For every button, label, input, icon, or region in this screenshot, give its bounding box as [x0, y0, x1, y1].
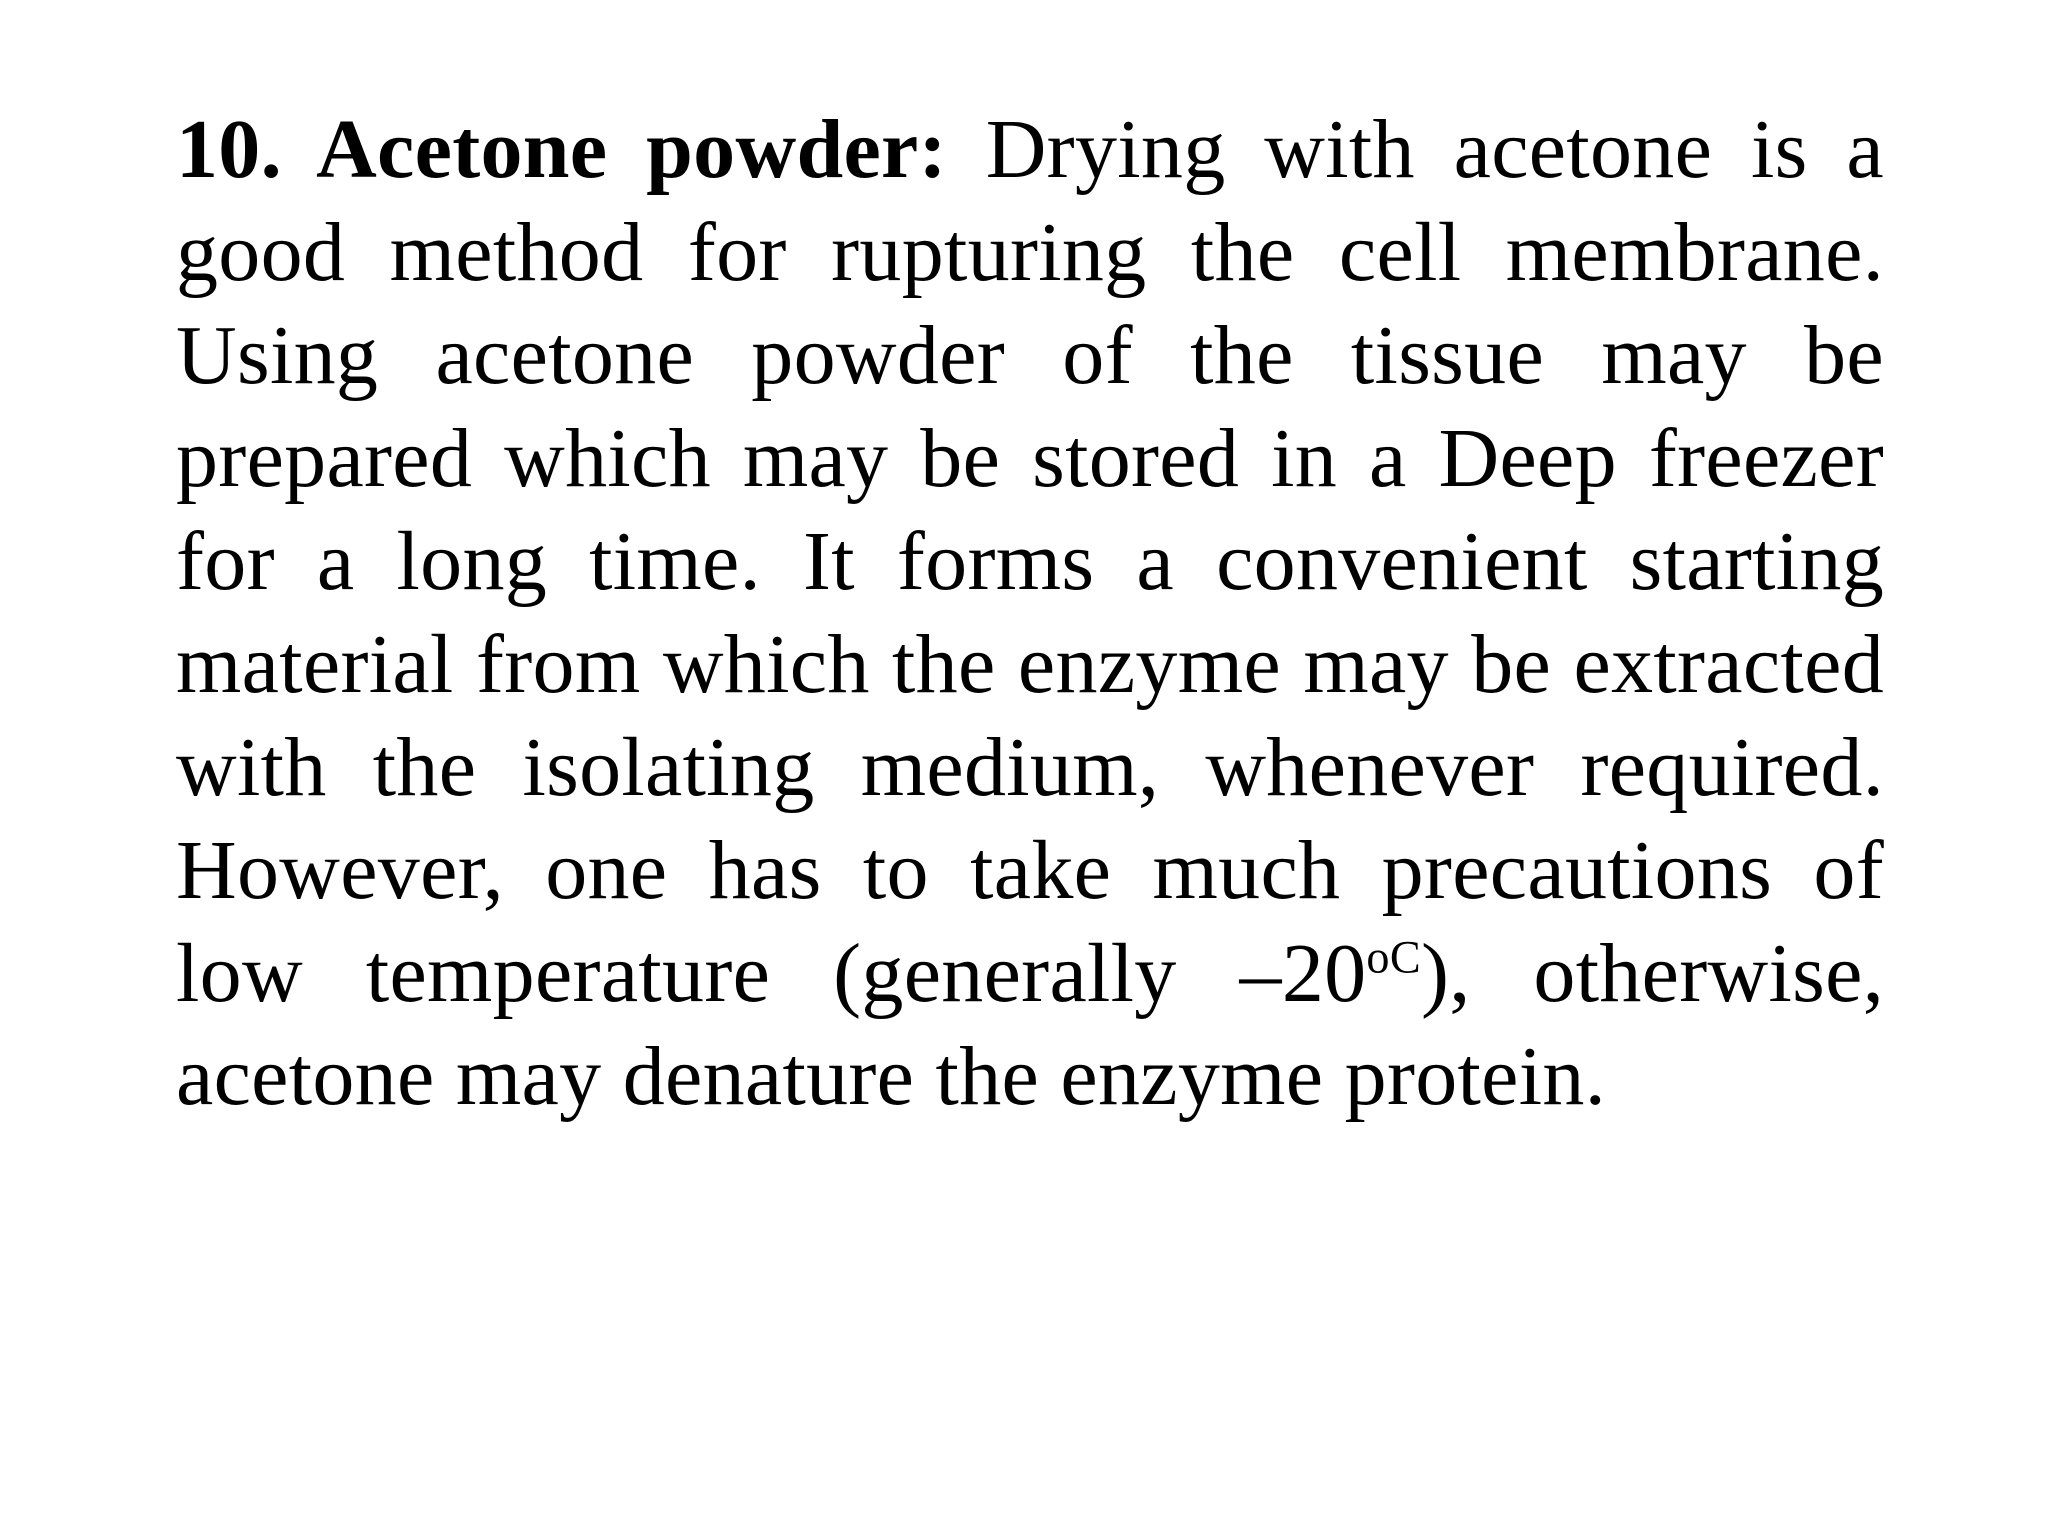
paragraph-acetone-powder: [176, 98, 1884, 1128]
body-text-part-2: ), otherwise, acetone may denature the enzyme protein.: [176, 927, 1884, 1123]
slide-content: [176, 98, 1884, 1128]
degree-celsius-superscript: oC: [1366, 931, 1421, 983]
body-text-part-1: Drying with acetone is a good method for rupturing the cell membrane. Using acetone powder of the tissue may be prepared which may be stored in a Deep freezer for a long time. It forms a convenient starting material from which the enzyme may be extracted with the isolating medium, whenever required. However, one has to take much precautions of low temperature (generally –20: [176, 103, 1885, 1020]
section-heading: 10. Acetone powder:: [176, 103, 947, 196]
